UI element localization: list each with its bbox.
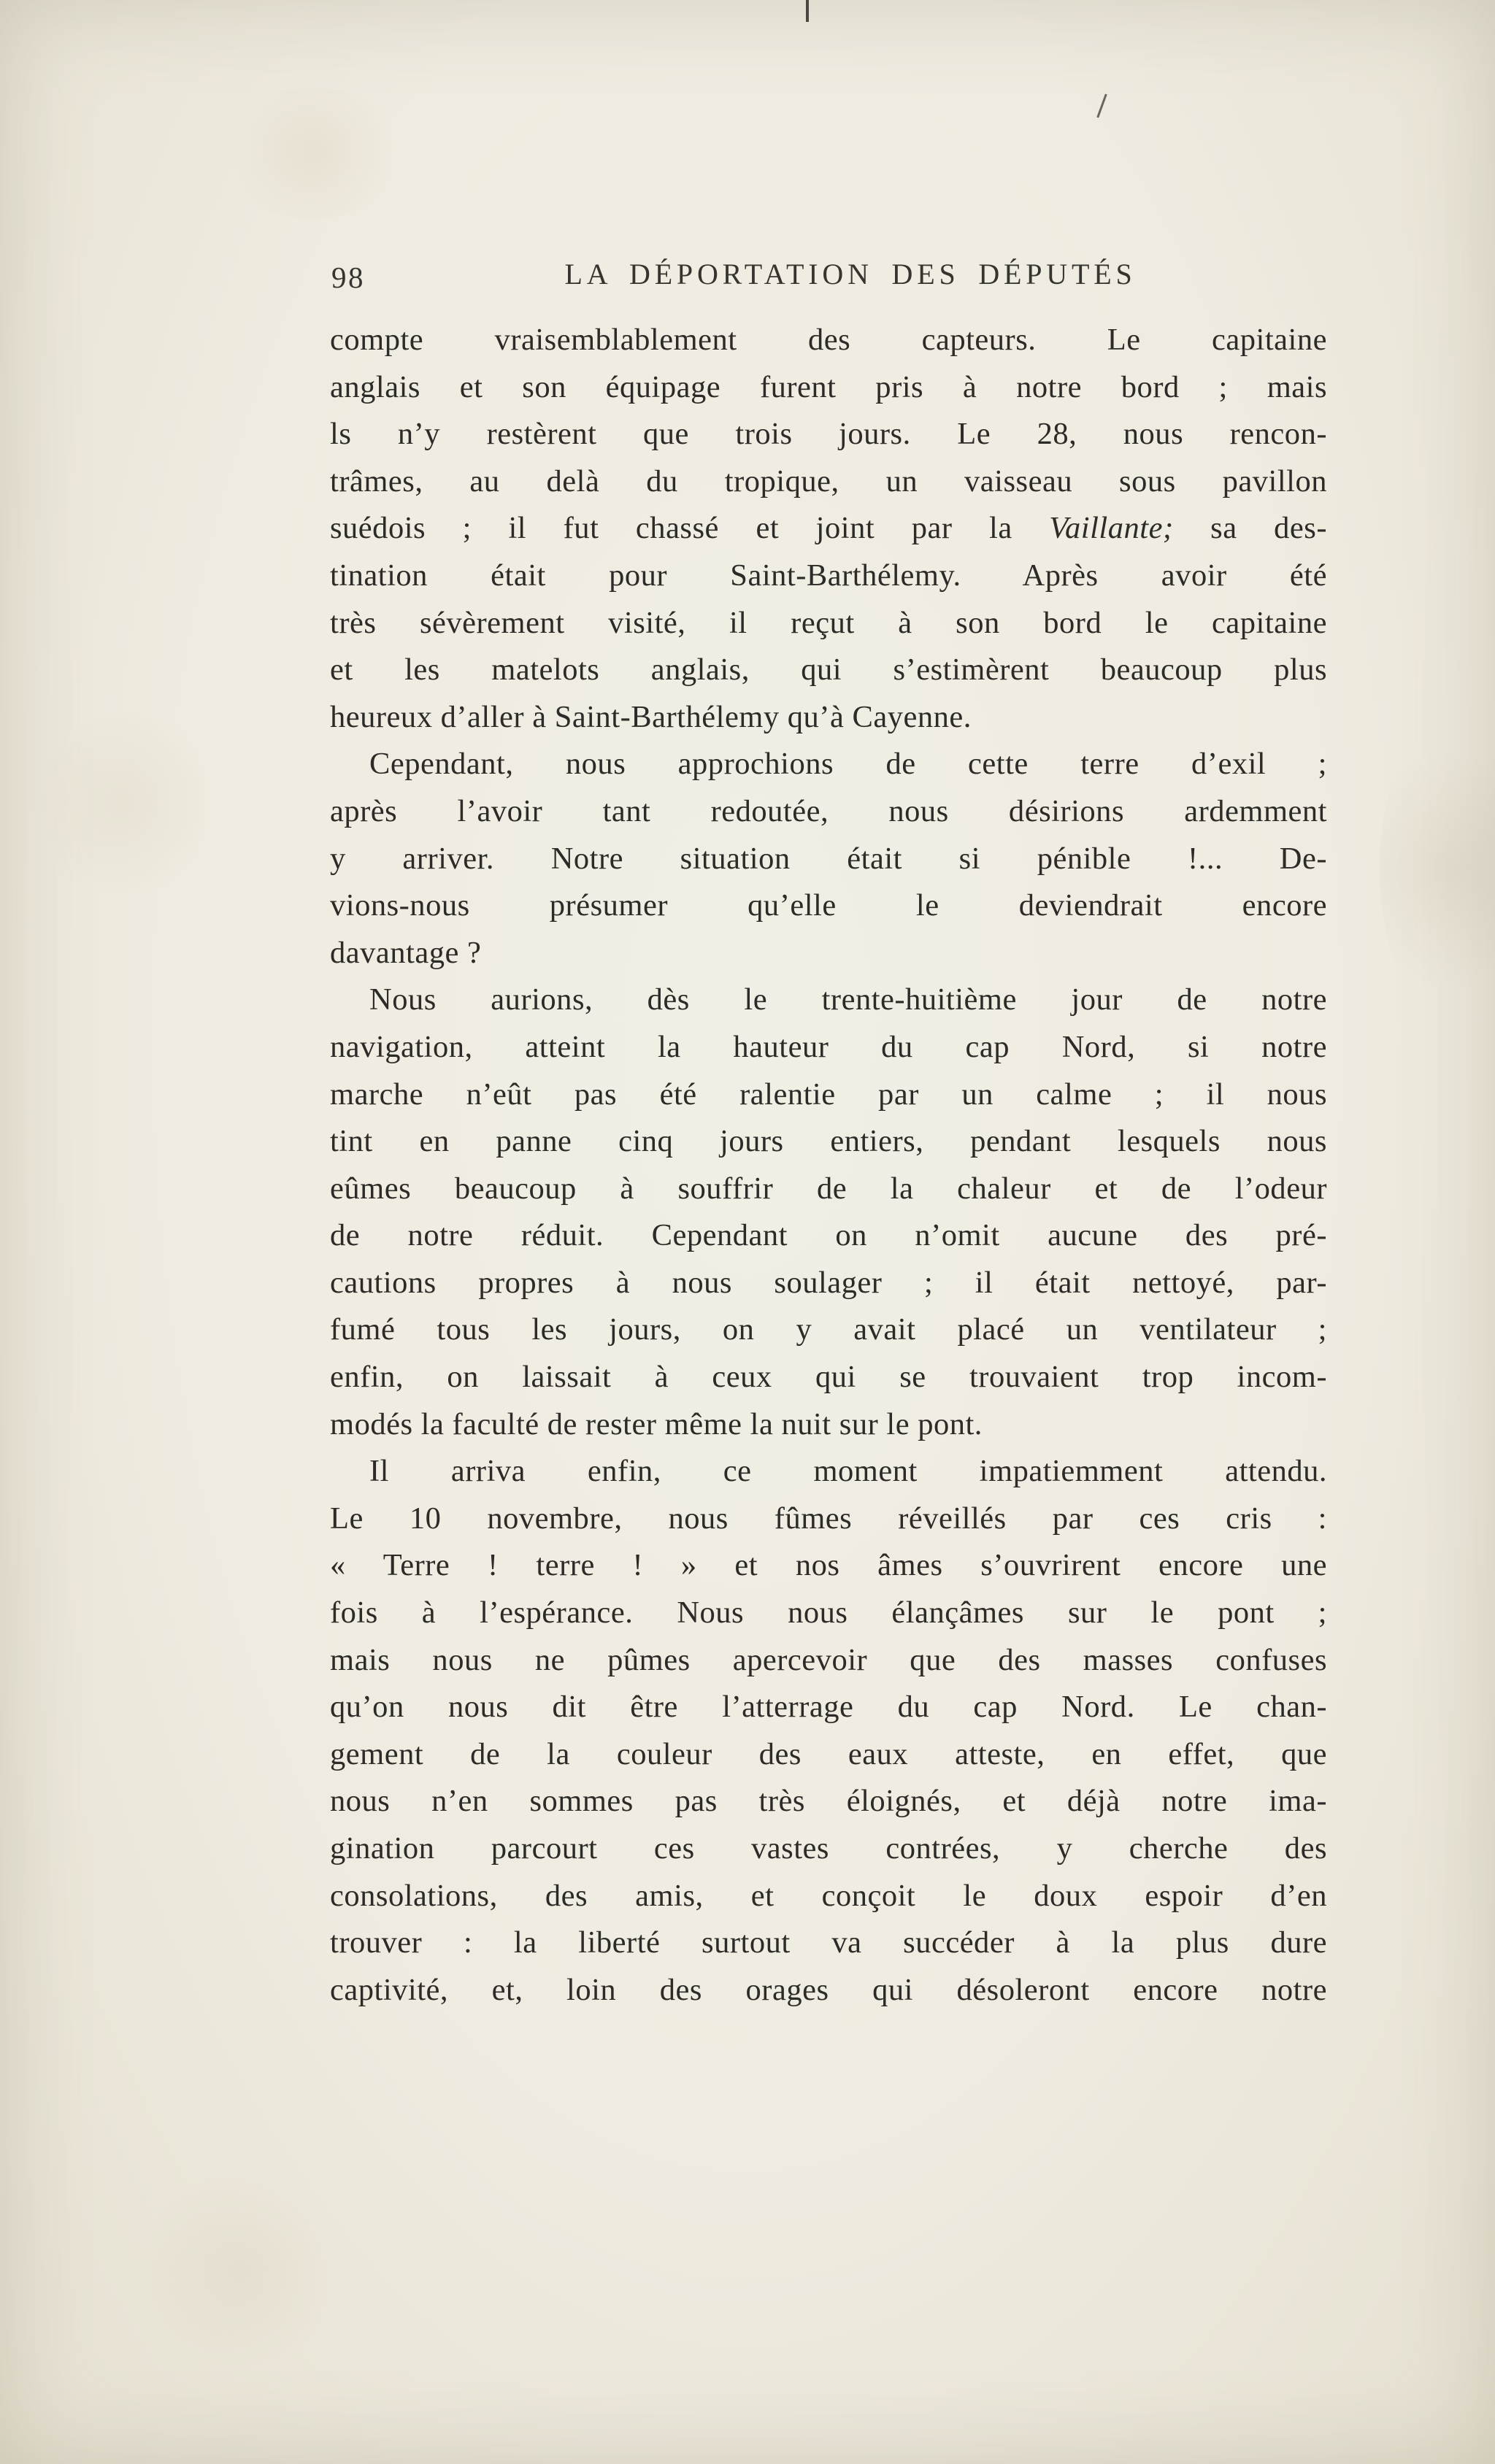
text-line: trouver : la liberté surtout va succéder à la plus dure: [330, 1925, 1327, 1960]
text-line: après l’avoir tant redoutée, nous désirions ardemment: [330, 793, 1327, 828]
paper-stain: [1380, 715, 1495, 1022]
text-line: nous n’en sommes pas très éloignés, et déjà notre ima-: [330, 1784, 1327, 1819]
text-line: qu’on nous dit être l’atterrage du cap Nord. Le chan-: [330, 1690, 1327, 1725]
text-line: captivité, et, loin des orages qui désoleront encore notre: [330, 1972, 1327, 2007]
text-line: marche n’eût pas été ralentie par un calme ; il nous: [330, 1077, 1327, 1112]
scan-artifact-mark: [1096, 94, 1107, 118]
text-line: gement de la couleur des eaux atteste, en effet, que: [330, 1736, 1327, 1771]
page-header: [330, 257, 1327, 299]
text-line: ls n’y restèrent que trois jours. Le 28, nous rencon-: [330, 417, 1327, 452]
text-line: compte vraisemblablement des capteurs. Le capitaine: [330, 323, 1327, 357]
text-line: Cependant, nous approchions de cette terre d’exil ;: [369, 747, 1327, 782]
text-line: heureux d’aller à Saint-Barthélemy qu’à Cayenne.: [330, 699, 972, 734]
text-line: gination parcourt ces vastes contrées, y cherche des: [330, 1831, 1327, 1866]
scan-artifact-fold-tick: [806, 0, 809, 22]
text-line: davantage ?: [330, 935, 482, 970]
text-line: enfin, on laissait à ceux qui se trouvaient trop incom-: [330, 1360, 1327, 1395]
text-line: Nous aurions, dès le trente-huitième jour de notre: [369, 982, 1327, 1017]
text-line: modés la faculté de rester même la nuit sur le pont.: [330, 1406, 983, 1441]
page-body: [330, 317, 1327, 2014]
text-line: de notre réduit. Cependant on n’omit aucune des pré-: [330, 1218, 1327, 1253]
text-line: fois à l’espérance. Nous nous élançâmes sur le pont ;: [330, 1595, 1327, 1631]
text-line: trâmes, au delà du tropique, un vaisseau sous pavillon: [330, 463, 1327, 498]
paper-stain: [219, 88, 409, 219]
running-title: LA DÉPORTATION DES DÉPUTÉS: [564, 258, 1137, 290]
paper-stain: [44, 693, 204, 912]
text-line: anglais et son équipage furent pris à notre bord ; mais: [330, 369, 1327, 404]
text-column: [330, 257, 1327, 2014]
text-line: vions-nous présumer qu’elle le deviendrait encore: [330, 888, 1327, 923]
text-line: tination était pour Saint-Barthélemy. Après avoir été: [330, 558, 1327, 593]
text-line: suédois ; il fut chassé et joint par la Vaillante; sa des-: [330, 511, 1327, 546]
text-line: Le 10 novembre, nous fûmes réveillés par ces cris :: [330, 1501, 1327, 1536]
text-line: consolations, des amis, et conçoit le doux espoir d’en: [330, 1878, 1327, 1913]
page-number: 98: [331, 261, 365, 294]
text-line: tint en panne cinq jours entiers, pendant lesquels nous: [330, 1124, 1327, 1159]
text-line: mais nous ne pûmes apercevoir que des masses confuses: [330, 1642, 1327, 1677]
text-line: navigation, atteint la hauteur du cap Nord, si notre: [330, 1029, 1327, 1064]
paper-stain: [131, 2175, 350, 2365]
text-line: fumé tous les jours, on y avait placé un ventilateur ;: [330, 1312, 1327, 1347]
text-line: y arriver. Notre situation était si pénible !... De-: [330, 841, 1327, 876]
text-line: très sévèrement visité, il reçut à son bord le capitaine: [330, 605, 1327, 640]
text-line: et les matelots anglais, qui s’estimèrent beaucoup plus: [330, 652, 1327, 688]
italic-ship-name: Vaillante;: [1049, 511, 1174, 546]
text-line: « Terre ! terre ! » et nos âmes s’ouvrirent encore une: [330, 1548, 1327, 1583]
text-line: eûmes beaucoup à souffrir de la chaleur et de l’odeur: [330, 1171, 1327, 1206]
text-line: cautions propres à nous soulager ; il était nettoyé, par-: [330, 1265, 1327, 1300]
text-line: Il arriva enfin, ce moment impatiemment attendu.: [369, 1454, 1327, 1489]
